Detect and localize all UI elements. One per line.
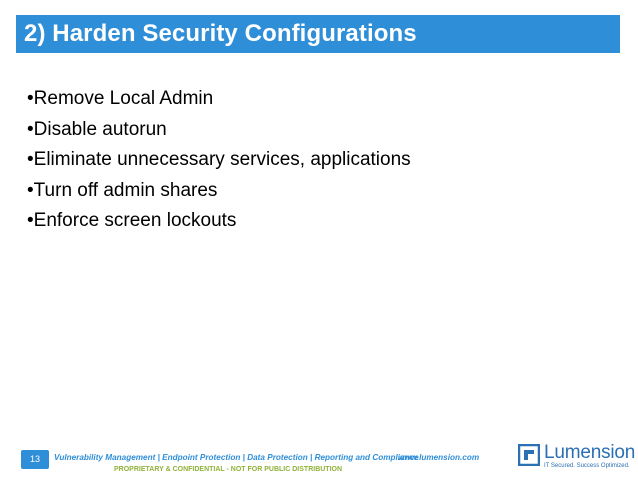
bullet-list — [27, 88, 411, 241]
title-bar — [16, 15, 620, 53]
footer — [14, 447, 508, 475]
page-number: 13 — [21, 450, 49, 469]
slide-title: 2) Harden Security Configurations — [24, 20, 417, 47]
logo-tagline: IT Secured. Success Optimized. — [544, 463, 630, 469]
footer-topics: Vulnerability Management | Endpoint Protection | Data Protection | Reporting and Compliance — [54, 453, 419, 462]
bullet-item: •Turn off admin shares — [27, 179, 218, 201]
footer-url: www.lumension.com — [398, 453, 480, 462]
bullet-item: •Remove Local Admin — [27, 88, 214, 109]
lumension-logo — [518, 442, 636, 474]
lumension-logo-icon — [518, 444, 540, 466]
bullet-item: •Disable autorun — [27, 118, 167, 140]
bullet-item: •Enforce screen lockouts — [27, 210, 237, 231]
bullet-item: •Eliminate unnecessary services, applications — [27, 149, 411, 170]
confidential-notice: PROPRIETARY & CONFIDENTIAL - NOT FOR PUBLIC DISTRIBUTION — [114, 466, 343, 473]
logo-wordmark: Lumension — [544, 442, 636, 463]
